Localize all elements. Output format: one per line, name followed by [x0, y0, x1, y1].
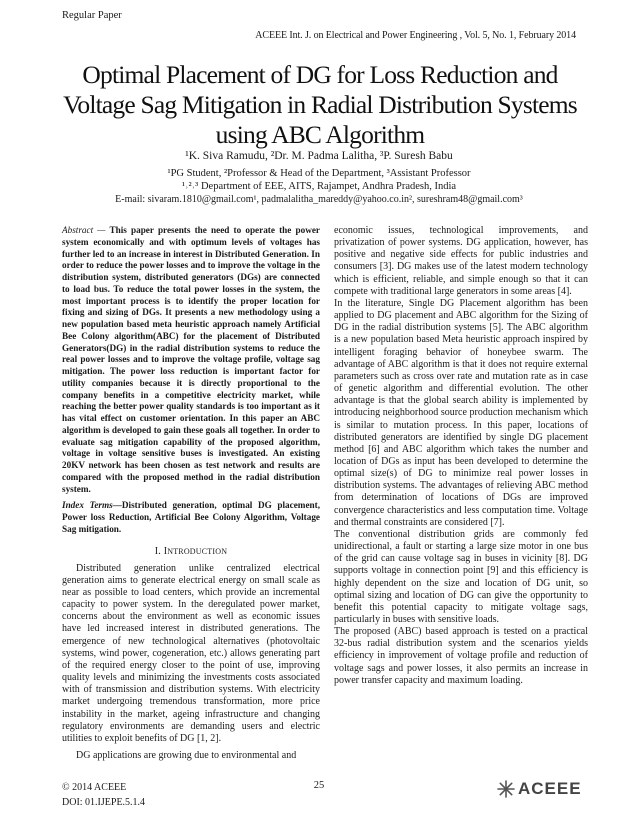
- index-terms: [62, 500, 320, 535]
- aceee-logo: [496, 774, 590, 804]
- journal-citation: ACEEE Int. J. on Electrical and Power Engineering , Vol. 5, No. 1, February 2014: [255, 30, 576, 41]
- copyright-notice: © 2014 ACEEE: [62, 782, 127, 793]
- body-paragraph-4: The proposed (ABC) based approach is tested on a practical 32-bus radial distribution system and the scenarios yields efficiency in improvement of voltage profile and reduction of voltage sags and power losses, it also permits an increase in power transfer capacity and maximum loading.: [334, 626, 588, 686]
- index-terms-text: Distributed generation, optimal DG placement, Power loss Reduction, Artificial Bee Colony Algorithm, Voltage Sag mitigation.: [62, 500, 321, 534]
- section-heading-introduction: I. INTRODUCTION: [154, 545, 228, 557]
- title-line-1: Optimal Placement of DG for Loss Reduction and: [82, 60, 558, 89]
- right-column: [334, 225, 588, 687]
- doi: DOI: 01.IJEPE.5.1.4: [62, 797, 146, 808]
- paper-title: [40, 60, 600, 150]
- author-roles: ¹PG Student, ²Professor & Head of the Department, ³Assistant Professor: [167, 168, 471, 179]
- paper-category-label: Regular Paper: [62, 10, 122, 21]
- logo-text: ACEEE: [518, 779, 582, 798]
- abstract: [62, 225, 320, 495]
- intro-paragraph-1: Distributed generation unlike centralized electrical generation aims to generate electrical energy on small scale as near as possible to load centers, which provide an incremental capacity to power system. In the deregulated power market, concerns about the environment as well as economic issues have led increased interest in distributed generations. The emergence of new technological alternatives (photovoltaic systems, wind power, cogeneration, etc.) allows generating part of the required energy closer to the point of use, improving quality levels and minimizing the investments costs associated with of transmission and distribution systems. With electricity market undergoing tremendous transformation, more price instability in the market, ageing infrastructure and changing regulatory environments are demanding users and electric utilities to exploit benefits of DG [1, 2].: [62, 562, 320, 744]
- index-terms-lead: Index Terms—: [62, 500, 122, 511]
- author-emails: E-mail: sivaram.1810@gmail.com¹, padmalalitha_mareddy@yahoo.co.in², sureshram48@gmail.com³: [115, 194, 523, 205]
- abstract-lead: Abstract —: [62, 225, 106, 235]
- intro-paragraph-2: DG applications are growing due to environmental and: [76, 750, 297, 761]
- body-paragraph-2: In the literature, Single DG Placement algorithm has been applied to DG placement and ABC algorithm for the Sizing of DG in the radial distribution systems [5]. The ABC algorithm is a new population based Meta heuristic approach inspired by intelligent foraging behavior of honeybee swarm. The advantage of ABC algorithm is that it does not require external parameters such as cross over rate and mutation rate as in case of genetic algorithm and differential evolution. The other advantage is that the global search ability is implemented by introducing neighborhood source production mechanism which is similar to mutation process. In this paper, locations of distributed generators are identified by single DG placement method [6] and ABC algorithm which takes the number and location of DGs as input has been developed to determine the optimal size(s) of DG to minimize real power losses in distribution systems. The advantages of relieving ABC method from determination of locations of DGs are improved convergence characteristics and less computation time. Voltage and thermal constraints are considered [7].: [334, 297, 588, 528]
- title-line-3: using ABC Algorithm: [215, 120, 425, 149]
- title-line-2: Voltage Sag Mitigation in Radial Distribution Systems: [63, 90, 577, 119]
- author-list: ¹K. Siva Ramudu, ²Dr. M. Padma Lalitha, ³P. Suresh Babu: [185, 150, 453, 162]
- author-affiliation: ¹˒²˒³ Department of EEE, AITS, Rajampet, Andhra Pradesh, India: [181, 181, 457, 192]
- body-paragraph-3: The conventional distribution grids are commonly fed unidirectional, a fault or starting a large size motor in one bus of the grid can cause voltage sag in buses in vicinity [8]. DG supports voltage in connection point [9] and this efficiency is highly dependent on the size and location of DG unit, so optimal sizing and location of DG can give the opportunity to benefit this potential capacity to mitigate voltage sags, particularly in buses with sensitive loads.: [334, 528, 588, 625]
- abstract-text: This paper presents the need to operate the power system economically and with optimum levels of voltages has further led to an increase in interest in Distributed Generation. In order to reduce the power losses and to improve the voltage in the distribution system, distributed generators (DGs) are connected to load bus. To reduce the total power losses in the system, the most important process is to identify the proper location for fixing and sizing of DGs. It presents a new methodology using a new population based meta heuristic approach namely Artificial Bee Colony algorithm(ABC) for the placement of Distributed Generators(DG) in the radial distribution systems to reduce the real power losses and to improve the voltage profile, voltage sag mitigation. The power loss reduction is important factor for utility companies because it is directly proportional to the company benefits in a competitive electricity market, while reaching the better power quality standards is too important as it has vital effect on customer orientation. In this paper an ABC algorithm is developed to gain these goals all together. In order to evaluate sag mitigation capability of the proposed algorithm, voltage in voltage sensitive buses is investigated. An existing 20KV network has been chosen as test network and results are compared with the proposed method in the radial distribution system.: [62, 225, 320, 494]
- body-paragraph-1: economic issues, technological improvements, and privatization of power systems. DG application, however, has positive and negative side effects for public industries and consumers [3]. DG makes use of the latest modern technology which is efficient, reliable, and simple enough so that it can compete with traditional large generators in some areas [4].: [334, 225, 588, 297]
- left-column: [62, 225, 320, 767]
- aceee-star-logo-icon: [496, 779, 516, 799]
- page-number: 25: [313, 780, 325, 791]
